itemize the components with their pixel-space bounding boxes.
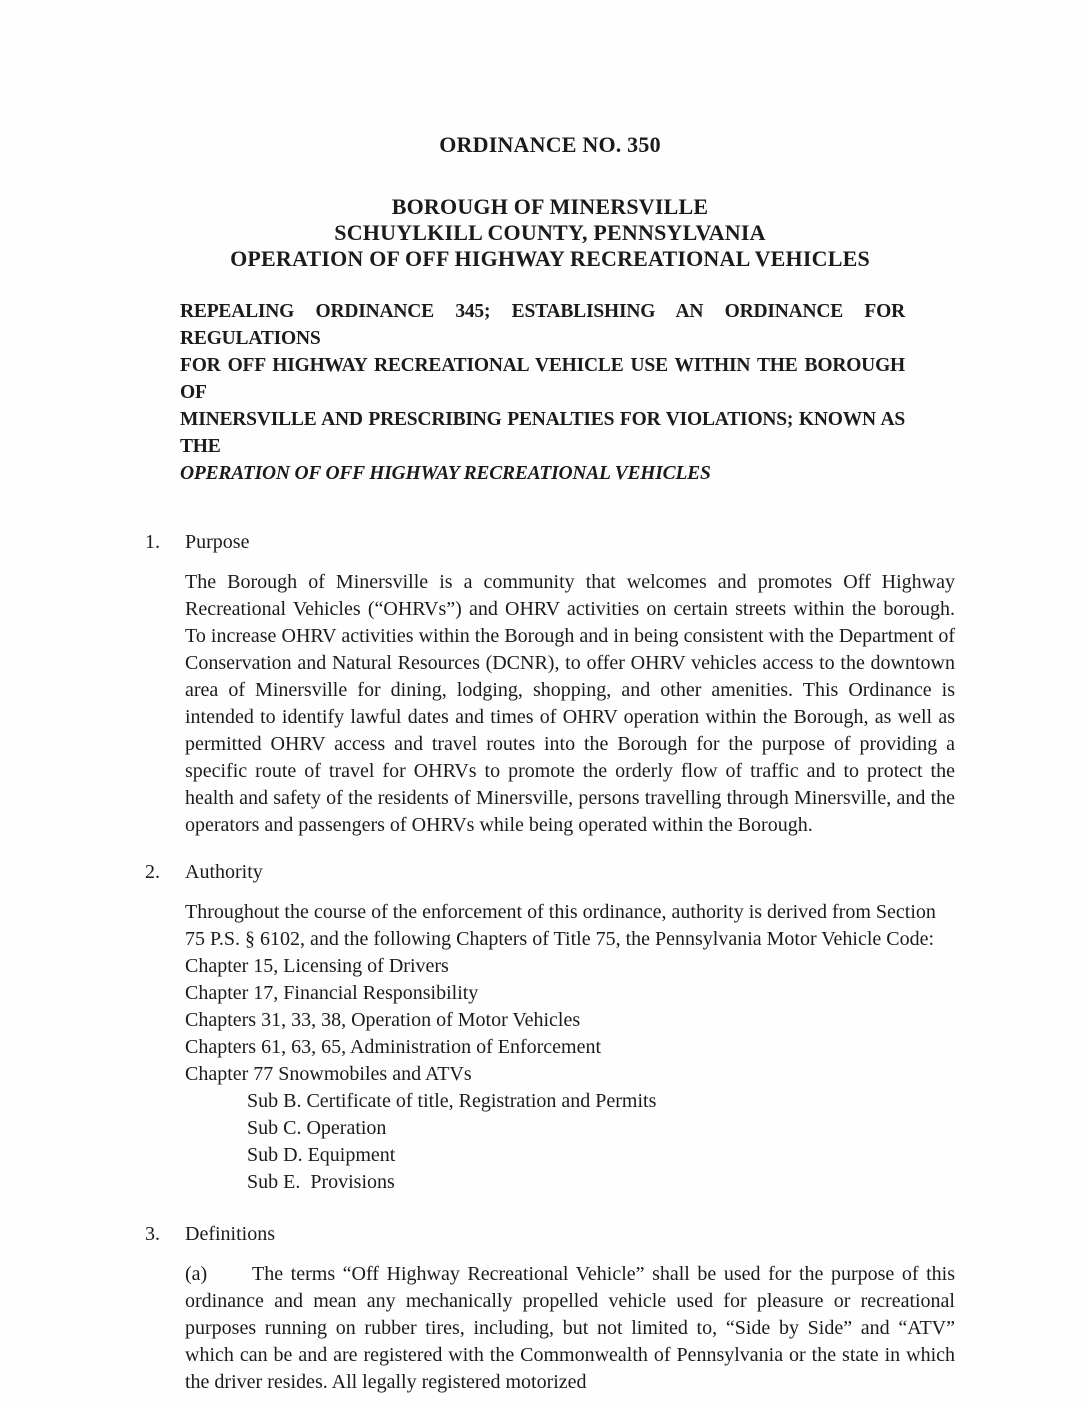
section-heading-purpose: Purpose: [185, 531, 250, 553]
section-definitions: [145, 1221, 955, 1396]
preamble-italic-title: OPERATION OF OFF HIGHWAY RECREATIONAL VEHICLES: [180, 463, 711, 484]
chapter-line: Chapter 17, Financial Responsibility: [185, 982, 479, 1004]
chapter-line: Chapter 15, Licensing of Drivers: [185, 955, 449, 977]
purpose-paragraph: The Borough of Minersville is a community that welcomes and promotes Off Highway Recreational Vehicles (“OHRVs”) and OHRV activities on certain streets within the borough. To increase OHRV activities within the Borough and in being consistent with the Department of Conservation and Natural Resources (DCNR), to offer OHRV vehicles access to the downtown area of Minersville for dining, lodging, shopping, and other amenities. This Ordinance is intended to identify lawful dates and times of OHRV operation within the Borough, as well as permitted OHRV access and travel routes into the Borough for the purpose of providing a specific route of travel for OHRVs to promote the orderly flow of traffic and to protect the health and safety of the residents of Minersville, persons travelling through Minersville, and the operators and passengers of OHRVs while being operated within the Borough.: [185, 571, 955, 836]
preamble-line: FOR OFF HIGHWAY RECREATIONAL VEHICLE USE WITHIN THE BOROUGH OF: [180, 355, 905, 403]
section-number: 2.: [145, 861, 160, 883]
section-number: 1.: [145, 531, 160, 553]
chapter-line: Chapters 31, 33, 38, Operation of Motor Vehicles: [185, 1009, 581, 1031]
section-purpose: [145, 529, 955, 839]
sub-chapter-line: Sub D. Equipment: [247, 1144, 396, 1166]
authority-chapter-list: [185, 953, 955, 1196]
preamble-paragraph: [180, 298, 905, 487]
authority-paragraph: Throughout the course of the enforcement of this ordinance, authority is derived from Section 75 P.S. § 6102, and the following Chapters of Title 75, the Pennsylvania Motor Vehicle Code:: [185, 901, 936, 950]
preamble-line: REPEALING ORDINANCE 345; ESTABLISHING AN ORDINANCE FOR REGULATIONS: [180, 301, 905, 349]
heading-borough: BOROUGH OF MINERSVILLE: [391, 194, 709, 219]
definition-a-paragraph: [185, 1261, 955, 1396]
sub-chapter-line: Sub E. Provisions: [247, 1171, 395, 1193]
sub-chapter-line: Sub B. Certificate of title, Registration and Permits: [247, 1090, 657, 1112]
heading-subject: OPERATION OF OFF HIGHWAY RECREATIONAL VEHICLES: [230, 246, 870, 271]
sub-chapter-line: Sub C. Operation: [247, 1117, 387, 1139]
definition-a-text: The terms “Off Highway Recreational Vehicle” shall be used for the purpose of this ordinance and mean any mechanically propelled vehicle used for pleasure or recreational purposes running on rubber tires, including, but not limited to, “Side by Side” and “ATV” which can be and are registered with the Commonwealth of Pennsylvania or the state in which the driver resides. All legally registered motorized: [185, 1263, 955, 1393]
section-number: 3.: [145, 1223, 160, 1245]
chapter-line: Chapters 61, 63, 65, Administration of Enforcement: [185, 1036, 602, 1058]
section-authority: [145, 859, 955, 1196]
section-heading-definitions: Definitions: [185, 1223, 275, 1245]
section-heading-authority: Authority: [185, 861, 263, 883]
heading-county: SCHUYLKILL COUNTY, PENNSYLVANIA: [334, 220, 766, 245]
preamble-line: MINERSVILLE AND PRESCRIBING PENALTIES FOR VIOLATIONS; KNOWN AS THE: [180, 409, 905, 457]
document-heading-block: [145, 194, 955, 272]
definition-a-label: (a): [185, 1263, 208, 1285]
chapter-line: Chapter 77 Snowmobiles and ATVs: [185, 1063, 472, 1085]
document-title: ORDINANCE NO. 350: [439, 132, 661, 157]
